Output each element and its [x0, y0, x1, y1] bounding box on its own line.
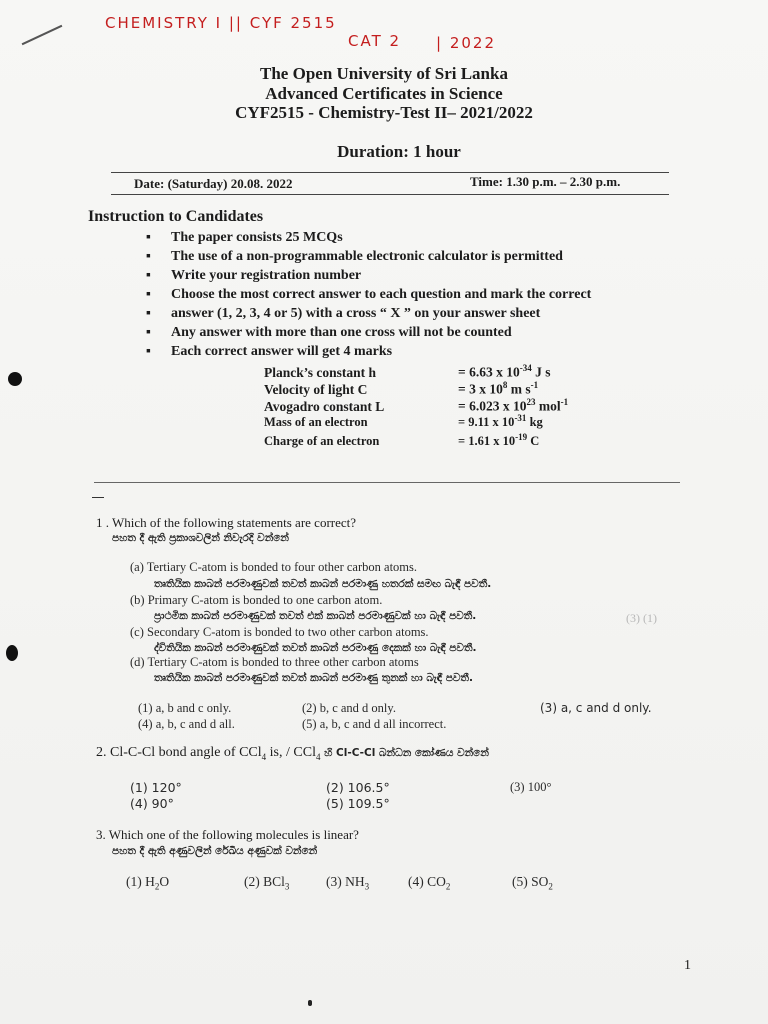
exam-date: Date: (Saturday) 20.08. 2022: [134, 176, 293, 191]
q2-option-3: (3) 100°: [510, 780, 552, 794]
header-rule-top: [111, 172, 669, 173]
constant-value: = 6.63 x $10^{-34}$ J s: [458, 363, 551, 380]
program-title: Advanced Certificates in Science: [265, 84, 503, 103]
duration: Duration: 1 hour: [337, 142, 461, 161]
q3-option-2: (2) BCl$_3$: [244, 874, 290, 892]
q1-option-3: (3) a, c and d only.: [540, 701, 652, 715]
handwritten-course: CHEMISTRY I || CYF 2515: [105, 14, 337, 32]
constant-name: Mass of an electron: [264, 415, 368, 429]
q1-option-2: (2) b, c and d only.: [302, 701, 396, 715]
handwritten-year: | 2022: [436, 34, 496, 52]
q1-option-5: (5) a, b, c and d all incorrect.: [302, 717, 447, 731]
instruction-item: ▪ Each correct answer will get 4 marks: [146, 342, 591, 361]
q1-statement-d: (d) Tertiary C-atom is bonded to three other carbon atoms: [130, 655, 419, 669]
q3-stem: 3. Which one of the following molecules is linear?: [96, 827, 359, 842]
instructions-list: [146, 228, 591, 361]
q2-option-2: (2) 106.5°: [326, 780, 390, 795]
bottom-dot: [308, 1000, 312, 1006]
q1-statement-a: (a) Tertiary C-atom is bonded to four other carbon atoms.: [130, 560, 418, 574]
course-title: CYF2515 - Chemistry-Test II– 2021/2022: [235, 103, 533, 122]
q1-statement-c: (c) Secondary C-atom is bonded to two other carbon atoms.: [130, 625, 429, 639]
faint-margin-note: (3) (1): [626, 611, 657, 625]
instruction-item: ▪ Any answer with more than one cross will not be counted: [146, 323, 591, 342]
q2-option-5: (5) 109.5°: [326, 796, 390, 811]
q1-statement-d-sinhala: තෘතියික කාබන් පරමාණුවක් තවත් කාබන් පරමාණු තුනක් හා බැඳී පවතී.: [154, 672, 473, 684]
constant-name: Velocity of light C: [264, 382, 368, 397]
university-title: The Open University of Sri Lanka: [260, 64, 508, 83]
q3-option-1: (1) $H_2O$: [126, 874, 170, 892]
constant-value: = 6.023 x $10^{23}$ mol$^{-1}$: [458, 397, 569, 414]
page-number: 1: [684, 958, 691, 973]
q2-option-1: (1) 120°: [130, 780, 182, 795]
q1-stem-sinhala: පහත දී ඇති ප්‍රකාශවලින් නිවැරදි වන්නේ: [112, 532, 289, 544]
q3-stem-sinhala: පහත දී ඇති අණුවලින් රේඛීය අණුවක් වන්නේ: [112, 845, 318, 857]
handwritten-test: CAT 2: [348, 32, 402, 50]
q1-statement-c-sinhala: ද්විතියික කාබන් පරමාණුවක් තවත් කාබන් පරමාණු දෙකක් හා බැඳී පවතී.: [154, 642, 477, 654]
punch-hole-bottom: [6, 645, 18, 661]
instruction-item: ▪ The paper consists 25 MCQs: [146, 228, 591, 247]
instruction-item: ▪ Choose the most correct answer to each question and mark the correct: [146, 285, 591, 304]
q1-statement-b: (b) Primary C-atom is bonded to one carbon atom.: [130, 593, 383, 607]
instruction-item: ▪ The use of a non-programmable electronic calculator is permitted: [146, 247, 591, 266]
q1-option-1: (1) a, b and c only.: [138, 701, 232, 715]
constant-value: = 9.11 x $10^{-31}$ kg: [458, 413, 543, 430]
constant-name: Charge of an electron: [264, 434, 380, 448]
q1-statement-a-sinhala: තෘතියික කාබන් පරමාණුවක් තවත් කාබන් පරමාණු හතරක් සමඟ බැඳී පවතී.: [154, 578, 492, 590]
q1-option-4: (4) a, b, c and d all.: [138, 717, 235, 731]
q2-stem: 2. Cl-C-Cl bond angle of CCl$_4$ is, / CCl$_4$ හි Cl-C-Cl බන්ධන කෝණය වන්නේ: [96, 745, 489, 762]
staple-mark: [22, 25, 63, 45]
header-rule-bottom: [111, 194, 669, 195]
q1-statement-b-sinhala: ප්‍රාථමික කාබන් පරමාණුවක් තවත් එක් කාබන් පරමාණුවක් හා බැඳී පවතී.: [154, 610, 477, 622]
constant-name: Avogadro constant L: [264, 399, 385, 414]
constant-value: = 3 x $10^8$ m $s^{-1}$: [458, 380, 539, 397]
short-dash: [92, 497, 104, 498]
instruction-item-continued: [146, 304, 591, 323]
q3-option-4: (4) $CO_2$: [408, 874, 451, 892]
constant-value: = 1.61 x $10^{-19}$ C: [458, 432, 540, 449]
punch-hole-top: [8, 372, 22, 386]
instruction-text: answer (1, 2, 3, 4 or 5) with a cross “ X ” on your answer sheet: [171, 306, 541, 321]
q3-option-3: (3) $NH_3$: [326, 874, 370, 892]
q2-option-4: (4) 90°: [130, 796, 174, 811]
q1-stem: 1 . Which of the following statements are correct?: [96, 515, 357, 530]
instruction-item: ▪ Write your registration number: [146, 266, 591, 285]
instructions-title: Instruction to Candidates: [88, 208, 264, 225]
section-divider: [94, 482, 680, 483]
q3-option-5: (5) $SO_2$: [512, 874, 553, 892]
exam-time: Time: 1.30 p.m. – 2.30 p.m.: [470, 174, 621, 189]
constant-name: Planck’s constant h: [264, 365, 377, 380]
